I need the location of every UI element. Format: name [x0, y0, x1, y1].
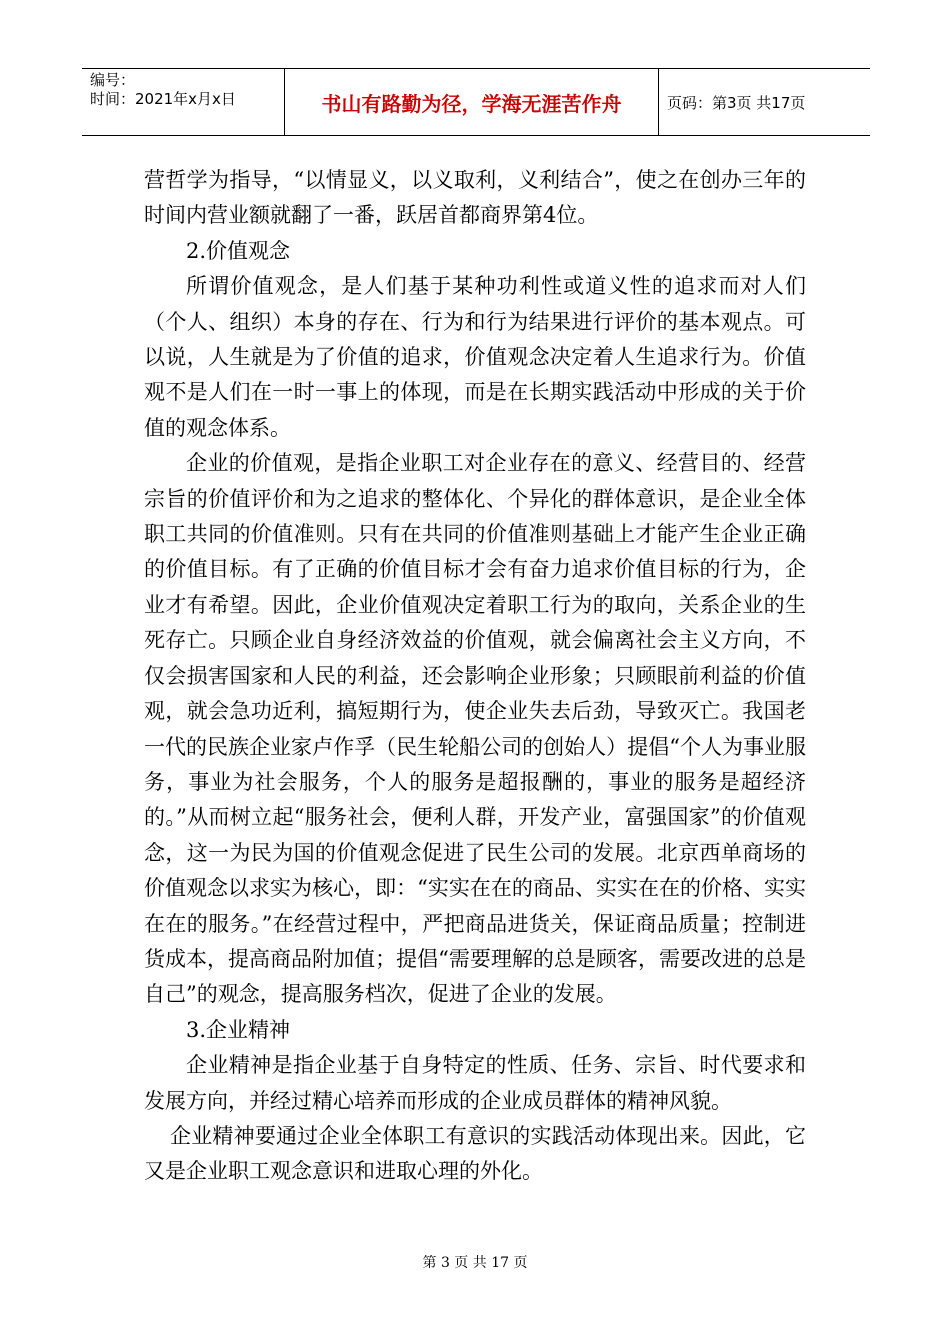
document-number-label: 编号：	[90, 71, 136, 89]
paragraph-continuation: 营哲学为指导，“以情显义，以义取利，义利结合”，使之在创办三年的时间内营业额就翻了一番，跃居首都商界第4位。	[144, 168, 806, 228]
section-heading-values: 2.价值观念	[186, 238, 291, 263]
paragraph-value-concept: 所谓价值观念，是人们基于某种功利性或道义性的追求而对人们（个人、组织）本身的存在、行为和行为结果进行评价的基本观点。可以说，人生就是为了价值的追求，价值观念决定着人生追求行为。价值观不是人们在一时一事上的体现，而是在长期实践活动中形成的关于价值的观念体系。	[144, 274, 806, 440]
header-motto: 书山有路勤为径，学海无涯苦作舟	[284, 69, 659, 135]
paragraph-spirit-practice: 企业精神要通过企业全体职工有意识的实践活动体现出来。因此，它又是企业职工观念意识和进取心理的外化。	[144, 1123, 806, 1184]
header-page-label: 页码：第3页 共17页	[667, 93, 806, 112]
section-heading-spirit: 3.企业精神	[186, 1017, 291, 1042]
document-header	[82, 68, 870, 136]
page-footer: 第 3 页 共 17 页	[422, 1255, 528, 1271]
paragraph-enterprise-values: 企业的价值观，是指企业职工对企业存在的意义、经营目的、经营宗旨的价值评价和为之追求的整体化、个异化的群体意识，是企业全体职工共同的价值准则。只有在共同的价值准则基础上才能产生企业正确的价值目标。有了正确的价值目标才会有奋力追求价值目标的行为，企业才有希望。因此，企业价值观决定着职工行为的取向，关系企业的生死存亡。只顾企业自身经济效益的价值观，就会偏离社会主义方向，不仅会损害国家和人民的利益，还会影响企业形象；只顾眼前利益的价值观，就会急功近利，搞短期行为，使企业失去后劲，导致灭亡。我国老一代的民族企业家卢作孚（民生轮船公司的创始人）提倡“个人为事业服务，事业为社会服务，个人的服务是超报酬的，事业的服务是超经济的。”从而树立起“服务社会，便利人群，开发产业，富强国家”的价值观念，这一为民为国的价值观念促进了民生公司的发展。北京西单商场的价值观念以求实为核心，即：“实实在在的商品、实实在在的价格、实实在在的服务。”在经营过程中，严把商品进货关，保证商品质量；控制进货成本，提高商品附加值；提倡“需要理解的总是顾客，需要改进的总是自己”的观念，提高服务档次，促进了企业的发展。	[144, 451, 806, 1007]
header-info-cell	[82, 69, 284, 135]
document-body	[144, 163, 806, 1190]
document-time-label: 时间：2021年x月x日	[90, 90, 236, 108]
paragraph-enterprise-spirit: 企业精神是指企业基于自身特定的性质、任务、宗旨、时代要求和发展方向，并经过精心培养而形成的企业成员群体的精神风貌。	[144, 1053, 806, 1113]
